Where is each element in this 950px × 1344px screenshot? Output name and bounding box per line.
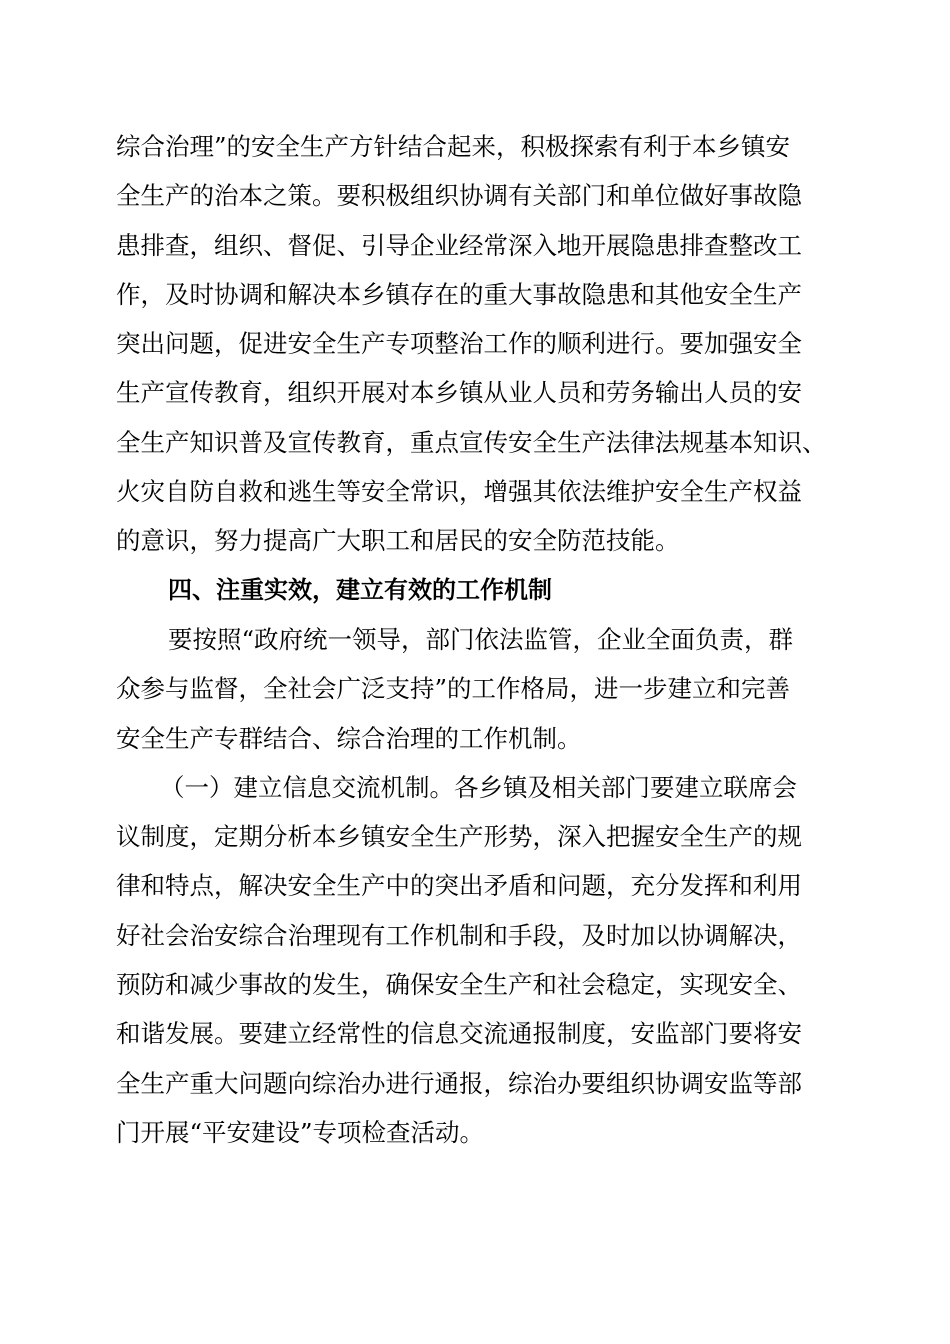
text-line: 众参与监督，全社会广泛支持”的工作格局，进一步建立和完善 bbox=[116, 674, 791, 704]
text-line: 律和特点，解决安全生产中的突出矛盾和问题，充分发挥和利用 bbox=[116, 871, 802, 901]
text-line: 安全生产专群结合、综合治理的工作机制。 bbox=[116, 723, 582, 753]
text-line: 门开展“平安建设”专项检查活动。 bbox=[116, 1117, 485, 1147]
text-line: 火灾自防自救和逃生等安全常识，增强其依法维护安全生产权益 bbox=[116, 477, 802, 507]
text-line: 的意识，努力提高广大职工和居民的安全防范技能。 bbox=[116, 526, 680, 556]
text-line: 全生产的治本之策。要积极组织协调有关部门和单位做好事故隐 bbox=[116, 181, 802, 211]
document-page bbox=[116, 122, 836, 1157]
text-line: 和谐发展。要建立经常性的信息交流通报制度，安监部门要将安 bbox=[116, 1019, 802, 1049]
text-line: 好社会治安综合治理现有工作机制和手段，及时加以协调解决， bbox=[116, 920, 802, 950]
text-line: （一）建立信息交流机制。各乡镇及相关部门要建立联席会 bbox=[160, 772, 797, 802]
section-heading: 四、注重实效，建立有效的工作机制 bbox=[168, 575, 552, 604]
text-line: 要按照“政府统一领导，部门依法监管，企业全面负责，群 bbox=[168, 624, 794, 654]
text-line: 全生产重大问题向综治办进行通报，综治办要组织协调安监等部 bbox=[116, 1068, 802, 1098]
paragraph-item-1 bbox=[116, 763, 836, 1157]
paragraph-intro bbox=[116, 615, 836, 763]
text-line: 议制度，定期分析本乡镇安全生产形势，深入把握安全生产的规 bbox=[116, 822, 802, 852]
text-line: 全生产知识普及宣传教育，重点宣传安全生产法律法规基本知识、 bbox=[116, 427, 827, 457]
text-line: 综合治理”的安全生产方针结合起来，积极探索有利于本乡镇安 bbox=[116, 132, 791, 161]
text-line: 患排查，组织、督促、引导企业经常深入地开展隐患排查整改工 bbox=[116, 230, 802, 260]
text-line: 作，及时协调和解决本乡镇存在的重大事故隐患和其他安全生产 bbox=[116, 279, 802, 309]
text-line: 突出问题，促进安全生产专项整治工作的顺利进行。要加强安全 bbox=[116, 329, 802, 359]
text-line: 生产宣传教育，组织开展对本乡镇从业人员和劳务输出人员的安 bbox=[116, 378, 802, 408]
text-line: 预防和减少事故的发生，确保安全生产和社会稳定，实现安全、 bbox=[116, 970, 802, 1000]
paragraph-continued bbox=[116, 122, 836, 566]
